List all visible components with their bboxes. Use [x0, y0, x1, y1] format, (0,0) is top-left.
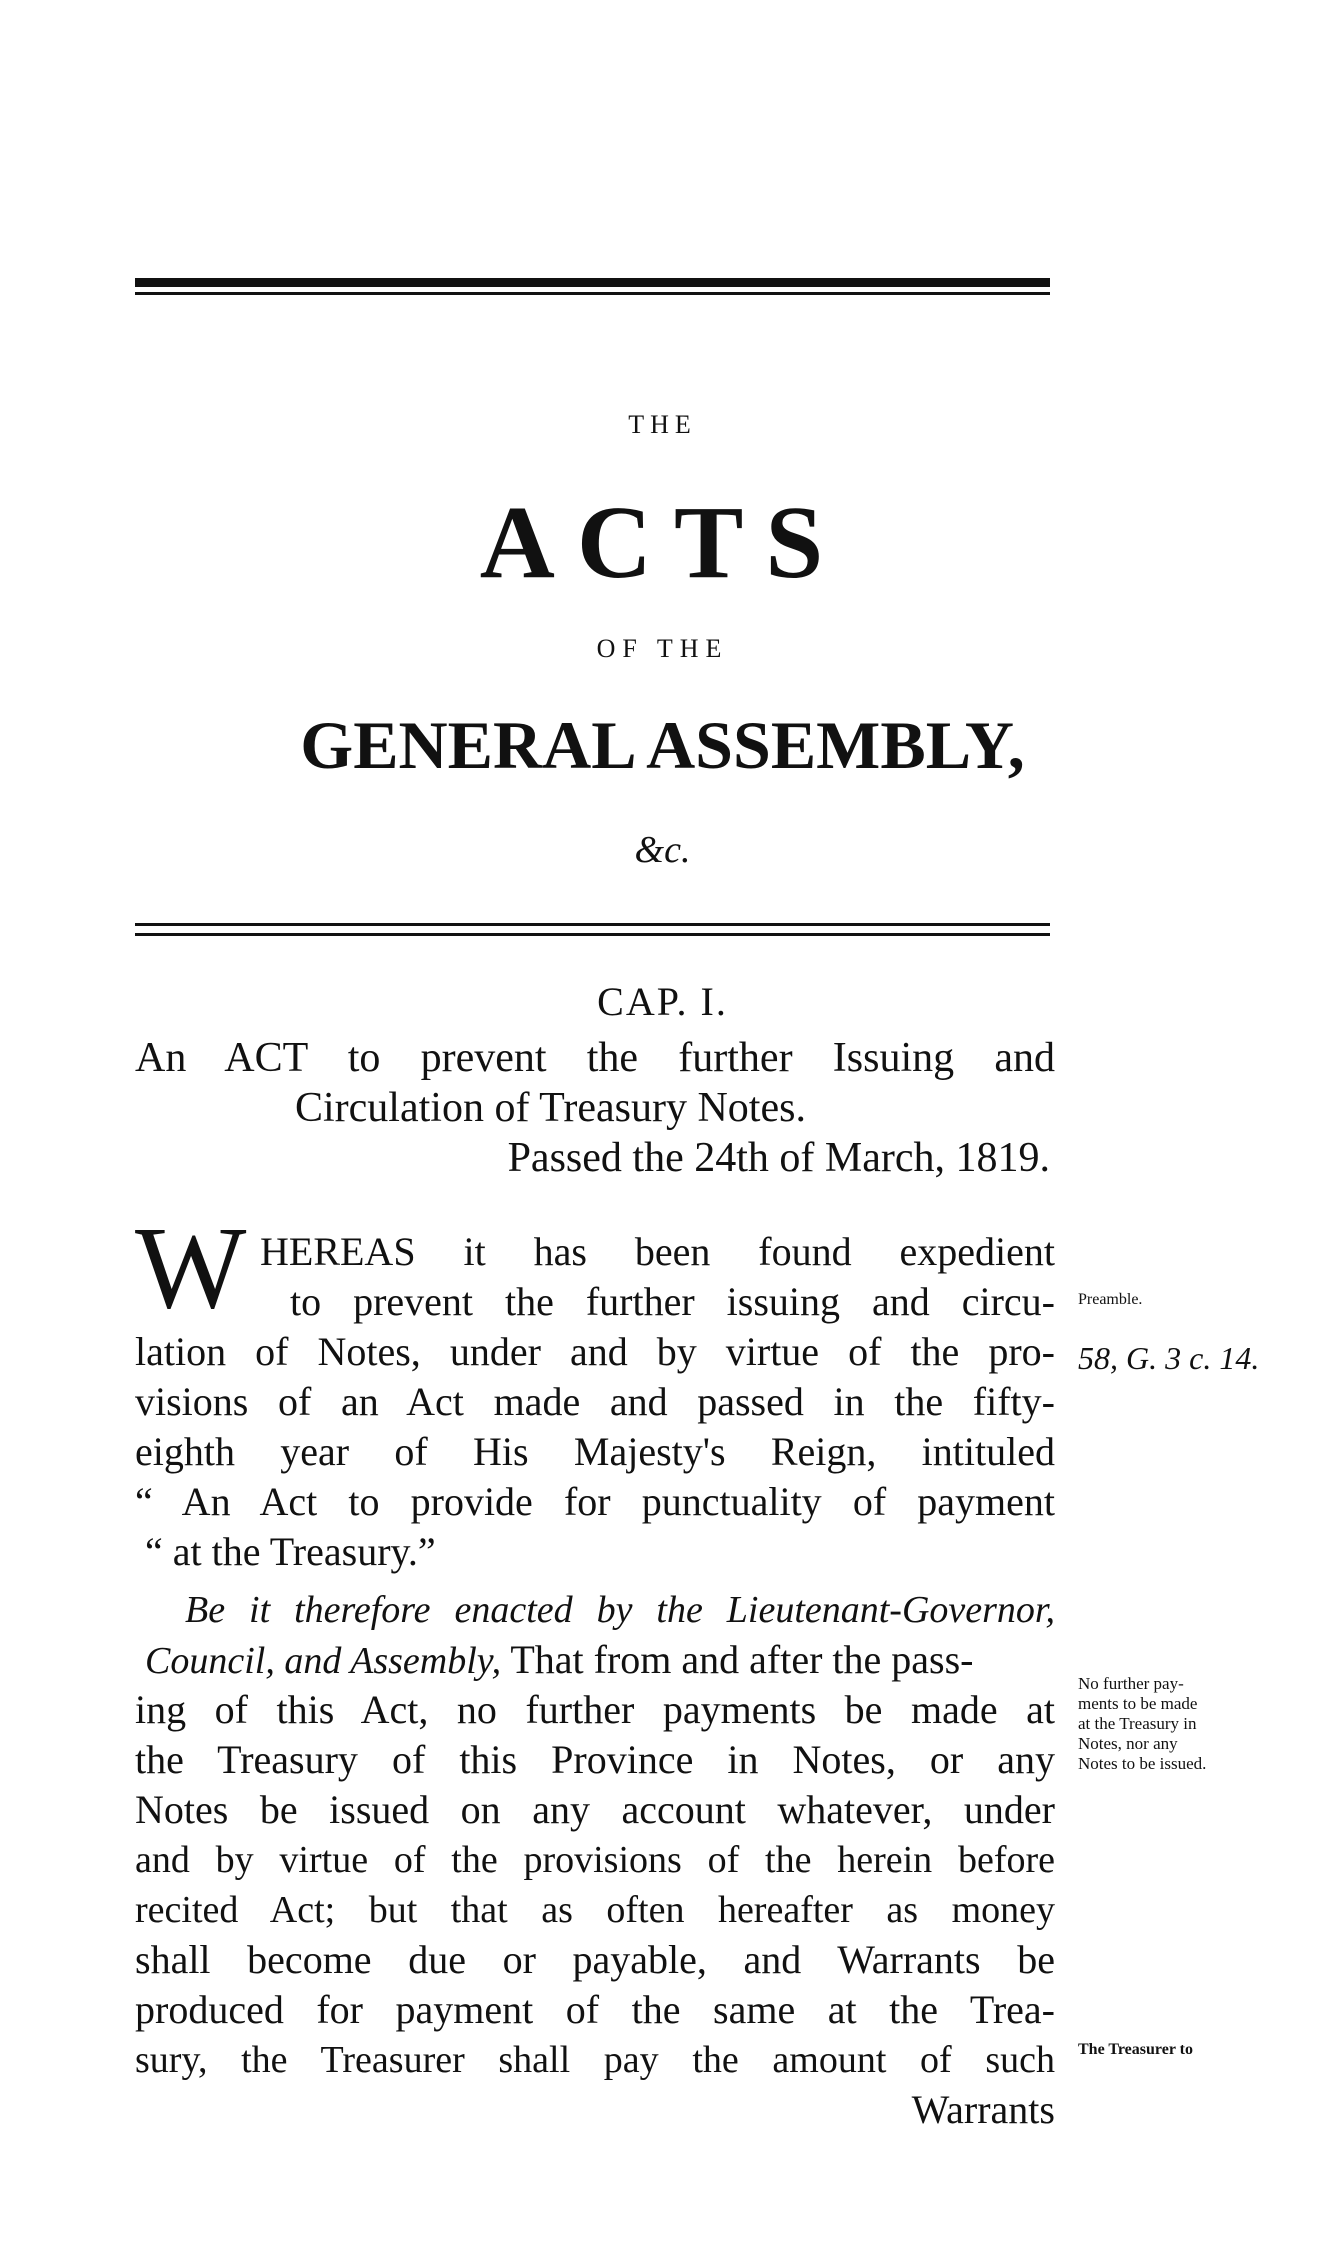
header-general-assembly: GENERAL ASSEMBLY,	[300, 707, 1025, 783]
header-etc: &c.	[634, 829, 691, 871]
body-line-13: shall become due or payable, and Warrants be	[135, 1937, 1055, 1982]
margin-note-no-further-line4: Notes, nor any	[1078, 1734, 1178, 1753]
chapter-number: CAP. I.	[597, 979, 728, 1024]
body-line-1: HEREAS it has been found expedient	[260, 1229, 1055, 1274]
margin-note-treasurer: The Treasurer to	[1078, 2041, 1193, 2058]
body-line-4: visions of an Act made and passed in the fifty-	[135, 1379, 1055, 1424]
body-line-15: sury, the Treasurer shall pay the amount of such	[135, 2039, 1055, 2081]
body-line-7: “ at the Treasury.”	[145, 1529, 436, 1574]
body-line-2: to prevent the further issuing and circu-	[290, 1279, 1055, 1324]
enacting-clause-italic: Council, and Assembly,	[145, 1640, 502, 1682]
header-of-the: OF THE	[596, 634, 729, 663]
body-line-9: the Treasury of this Province in Notes, or any	[135, 1737, 1055, 1782]
body-line-11: and by virtue of the provisions of the herein before	[135, 1839, 1055, 1881]
margin-note-no-further-line3: at the Treasury in	[1078, 1714, 1197, 1733]
body-line-14: produced for payment of the same at the Trea-	[135, 1987, 1055, 2032]
chapter-title-line2: Circulation of Treasury Notes.	[295, 1085, 806, 1131]
margin-note-handwritten-citation: 58, G. 3 c. 14.	[1078, 1340, 1260, 1376]
body-line-6: “ An Act to provide for punctuality of payment	[135, 1479, 1055, 1524]
body-line-12: recited Act; but that as often hereafter as money	[135, 1889, 1055, 1931]
header-the: THE	[628, 410, 697, 439]
enacting-clause-line1: Be it therefore enacted by the Lieutenant-Governor,	[185, 1589, 1055, 1631]
margin-note-no-further-line1: No further pay-	[1078, 1674, 1184, 1693]
enacting-clause-rest: That from and after the pass-	[510, 1637, 974, 1682]
margin-note-no-further-line2: ments to be made	[1078, 1694, 1198, 1713]
header-acts: ACTS	[479, 485, 846, 600]
middle-rule-1	[135, 923, 1050, 926]
drop-cap: W	[135, 1202, 247, 1333]
enacting-clause-line2	[145, 1635, 1055, 1686]
body-line-3: lation of Notes, under and by virtue of the pro-	[135, 1329, 1055, 1374]
margin-note-no-further-line5: Notes to be issued.	[1078, 1754, 1207, 1773]
body-line-10: Notes be issued on any account whatever, under	[135, 1787, 1055, 1832]
middle-rule-2	[135, 933, 1050, 936]
chapter-title-line1: An ACT to prevent the further Issuing and	[135, 1035, 1055, 1081]
chapter-passed-date: Passed the 24th of March, 1819.	[507, 1135, 1050, 1181]
top-rule-thick	[135, 278, 1050, 287]
margin-note-preamble: Preamble.	[1078, 1291, 1143, 1308]
catchword: Warrants	[911, 2087, 1055, 2132]
top-rule-thin	[135, 292, 1050, 295]
body-line-8: ing of this Act, no further payments be made at	[135, 1687, 1055, 1732]
body-line-5: eighth year of His Majesty's Reign, intituled	[135, 1429, 1055, 1474]
